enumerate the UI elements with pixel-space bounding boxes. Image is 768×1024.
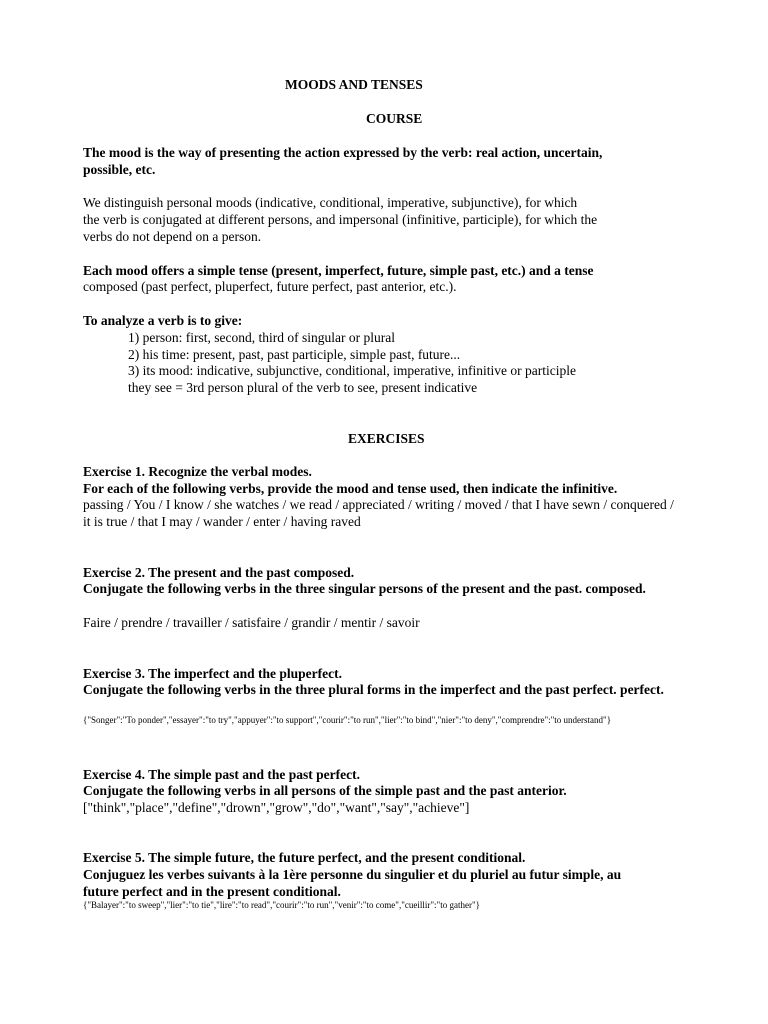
exercise-4-title: Exercise 4. The simple past and the past perfect. <box>83 767 360 782</box>
exercise-5-instruction-line-1: Conjuguez les verbes suivants à la 1ère personne du singulier et du pluriel au futur simple, au <box>83 867 622 882</box>
analyze-item-2: 2) his time: present, past, past participle, simple past, future... <box>128 347 461 362</box>
intro-line-1: The mood is the way of presenting the action expressed by the verb: real action, uncertain, <box>83 145 603 160</box>
moods-line-2: the verb is conjugated at different persons, and impersonal (infinitive, participle), for which the <box>83 212 598 227</box>
tense-line-bold: Each mood offers a simple tense (present, imperfect, future, simple past, etc.) and a tense <box>83 263 594 278</box>
exercise-4-instruction: Conjugate the following verbs in all persons of the simple past and the past anterior. <box>83 783 567 798</box>
exercise-1-items-line-1: passing / You / I know / she watches / we read / appreciated / writing / moved / that I have sewn / conquered / <box>83 497 674 512</box>
exercise-1-items-line-2: it is true / that I may / wander / enter / having raved <box>83 514 361 529</box>
exercise-2-items: Faire / prendre / travailler / satisfaire / grandir / mentir / savoir <box>83 615 420 630</box>
exercise-3-title: Exercise 3. The imperfect and the pluperfect. <box>83 666 342 681</box>
analyze-item-3: 3) its mood: indicative, subjunctive, conditional, imperative, infinitive or participle <box>128 363 577 378</box>
exercise-2-instruction: Conjugate the following verbs in the three singular persons of the present and the past. composed. <box>83 581 646 596</box>
moods-line-1: We distinguish personal moods (indicative, conditional, imperative, subjunctive), for which <box>83 195 578 210</box>
exercise-3-instruction: Conjugate the following verbs in the three plural forms in the imperfect and the past perfect. perfect. <box>83 682 664 697</box>
exercise-1-instruction: For each of the following verbs, provide the mood and tense used, then indicate the infinitive. <box>83 481 618 496</box>
exercise-1-title: Exercise 1. Recognize the verbal modes. <box>83 464 312 479</box>
moods-line-3: verbs do not depend on a person. <box>83 229 262 244</box>
analyze-example: they see = 3rd person plural of the verb to see, present indicative <box>128 380 478 395</box>
exercise-3-items: {"Songer":"To ponder","essayer":"to try","appuyer":"to support","courir":"to run","lier":"to bind","nier":"to deny","comprendre":"to understand"} <box>83 715 612 725</box>
analyze-heading: To analyze a verb is to give: <box>83 313 243 328</box>
exercise-5-items: {"Balayer":"to sweep","lier":"to tie","lire":"to read","courir":"to run","venir":"to come","cueillir":"to gather"} <box>83 900 480 910</box>
analyze-item-1: 1) person: first, second, third of singular or plural <box>128 330 395 345</box>
page-title: MOODS AND TENSES <box>285 77 423 92</box>
intro-line-2: possible, etc. <box>83 162 156 177</box>
exercise-5-instruction-line-2: future perfect and in the present conditional. <box>83 884 341 899</box>
exercise-5-title: Exercise 5. The simple future, the future perfect, and the present conditional. <box>83 850 526 865</box>
tense-line-normal: composed (past perfect, pluperfect, future perfect, past anterior, etc.). <box>83 279 457 294</box>
exercise-2-title: Exercise 2. The present and the past composed. <box>83 565 355 580</box>
exercises-heading: EXERCISES <box>348 431 425 446</box>
course-heading: COURSE <box>366 111 423 126</box>
exercise-4-items: ["think","place","define","drown","grow","do","want","say","achieve"] <box>83 800 470 815</box>
